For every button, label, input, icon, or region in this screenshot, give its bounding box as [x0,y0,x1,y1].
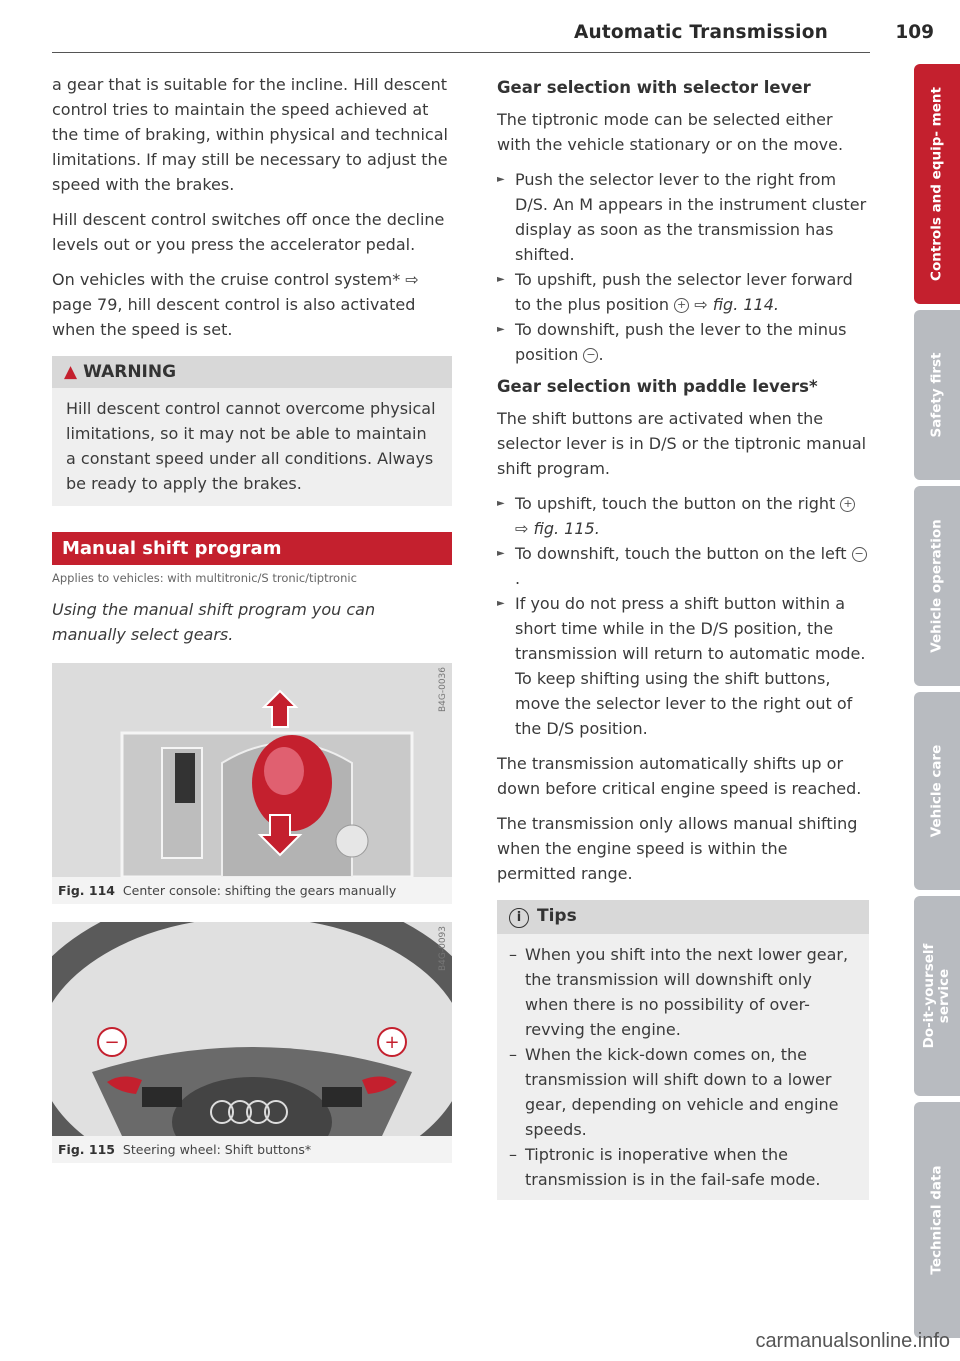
tab-label: Controls and equip- ment [928,87,945,281]
tips-title: Tips [537,906,577,926]
tab-label: Safety first [928,352,945,438]
paragraph: The shift buttons are activated when the selector lever is in D/S or the tiptronic manual shift program. [497,409,867,478]
figure-115-image [52,922,452,1136]
paragraph: The transmission only allows manual shifting when the engine speed is within the permitted range. [497,814,858,883]
tip-item: – When you shift into the next lower gear, the transmission will downshift only when there is no possibility of over-revving the engine. [509,942,857,1042]
tab-do-it-yourself-service[interactable] [914,896,960,1096]
warning-triangle-icon: ▲ [64,362,78,382]
paragraph: The tiptronic mode can be selected either with the vehicle stationary or on the move. [497,110,844,154]
warning-text: Hill descent control cannot overcome physical limitations, so it may not be able to maintain a constant speed under all conditions. Always be ready to apply the brakes. [66,399,436,493]
figure-115-caption [52,1136,452,1163]
step-item: ► Push the selector lever to the right from D/S. An M appears in the instrument cluster display as soon as the transmission has shifted. [497,167,869,267]
step-list [497,491,869,741]
figure-114-caption [52,877,452,904]
paragraph: On vehicles with the cruise control system* ⇨ page 79, hill descent control is also activated when the speed is set. [52,270,419,339]
step-text: To upshift, push the selector lever forward to the plus position [515,270,853,314]
tips-box [497,900,869,1200]
running-head: Automatic Transmission [573,22,828,43]
heading: Gear selection with paddle levers* [497,377,818,396]
section-title: Manual shift program [52,532,452,565]
step-text: To upshift, touch the button on the right [515,494,836,513]
tab-controls-and-equipment[interactable] [914,64,960,304]
center-console-illustration [52,663,452,877]
heading: Gear selection with selector lever [497,78,811,97]
figure-114-image [52,663,452,877]
step-item: ► If you do not press a shift button within a short time while in the D/S position, the transmission will return to automatic mode. To keep shifting using the shift buttons, move the selector lever to the right out of the D/S position. [497,591,869,741]
tab-safety-first[interactable] [914,310,960,480]
minus-icon: − [852,547,867,562]
step-item [497,267,869,317]
step-text: To downshift, touch the button on the left [515,544,847,563]
tab-vehicle-care[interactable] [914,692,960,890]
tips-list [497,934,869,1200]
tab-label: Technical data [928,1165,945,1275]
section-intro: Using the manual shift program you can manually select gears. [52,600,376,644]
step-text: . [598,345,604,364]
figure-label: Fig. 114 [58,883,115,898]
warning-header [52,356,452,388]
step-item [497,317,869,367]
figure-reference[interactable]: ⇨ fig. 114. [694,295,779,314]
info-icon: i [509,908,529,928]
tip-item: – When the kick-down comes on, the transmission will shift down to a lower gear, depending on vehicle and engine speeds. [509,1042,857,1142]
tab-label: Vehicle operation [928,519,945,653]
step-text: . [515,569,521,588]
warning-box [52,356,452,506]
page-number: 109 [895,22,934,43]
plus-icon: + [674,298,689,313]
warning-title: WARNING [83,362,177,382]
figure-label: Fig. 115 [58,1142,115,1157]
step-item [497,541,869,591]
figure-id: B4G-0036 [438,667,448,713]
figure-id: B4G-0093 [438,926,448,972]
minus-icon: − [583,348,598,363]
caption-text: Center console: shifting the gears manually [122,883,397,898]
tab-vehicle-operation[interactable] [914,486,960,686]
right-column [497,72,869,1200]
applies-to: Applies to vehicles: with multitronic/S tronic/tiptronic [52,571,357,585]
paragraph: Hill descent control switches off once the decline levels out or you press the accelerator pedal. [52,210,445,254]
paragraph: a gear that is suitable for the incline. Hill descent control tries to maintain the speed achieved at the time of braking, within physical and technical limitations. If may still be necessary to adjust the speed with the brakes. [52,75,448,194]
left-column [52,72,452,1163]
steering-wheel-illustration [52,922,452,1136]
step-text: To downshift, push the lever to the minus position [515,320,847,364]
plus-icon: + [840,497,855,512]
tips-header [497,900,869,934]
watermark: carmanualsonline.info [755,1330,950,1352]
tip-item: – Tiptronic is inoperative when the transmission is in the fail-safe mode. [509,1142,857,1192]
header-rule [52,52,870,53]
tab-label: Do-it-yourself service [921,943,952,1049]
step-item [497,491,869,541]
caption-text: Steering wheel: Shift buttons* [122,1142,312,1157]
step-list [497,167,869,367]
svg-text:−: − [104,1032,120,1053]
tab-label: Vehicle care [928,744,945,838]
figure-reference[interactable]: ⇨ fig. 115. [515,519,600,538]
svg-text:+: + [384,1032,400,1053]
tab-technical-data[interactable] [914,1102,960,1338]
paragraph: The transmission automatically shifts up or down before critical engine speed is reached. [497,754,862,798]
